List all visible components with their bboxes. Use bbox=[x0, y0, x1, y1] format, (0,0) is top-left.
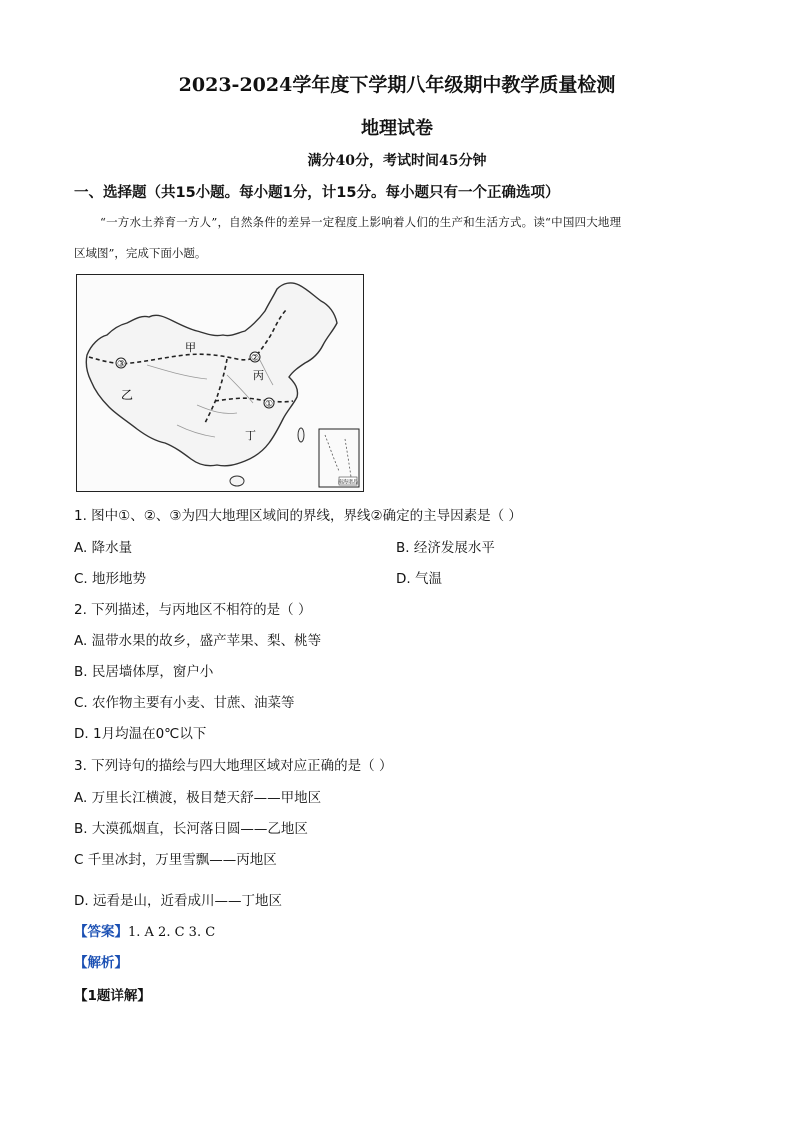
question-1-option-c: C. 地形地势 bbox=[74, 571, 147, 587]
region-label-bing: 丙 bbox=[253, 369, 264, 382]
analysis-tag: 【解析】 bbox=[74, 955, 128, 971]
question-2-stem: 2. 下列描述，与丙地区不相符的是（ ） bbox=[74, 602, 312, 618]
question-3-option-d: D. 远看是山，近看成川——丁地区 bbox=[74, 893, 282, 909]
hainan-island bbox=[230, 476, 244, 486]
china-map-drawing bbox=[77, 275, 364, 492]
taiwan-island bbox=[298, 428, 304, 442]
question-3-option-b: B. 大漠孤烟直，长河落日圆——乙地区 bbox=[74, 821, 308, 837]
question-1-option-d: D. 气温 bbox=[396, 571, 442, 587]
intro-text-line-1: “一方水土养育一方人”，自然条件的差异一定程度上影响着人们的生产和生活方式。读“中国四大地理 bbox=[100, 215, 622, 229]
question-2-option-a: A. 温带水果的故乡，盛产苹果、梨、桃等 bbox=[74, 633, 322, 649]
region-label-ding: 丁 bbox=[245, 429, 256, 442]
region-label-jia: 甲 bbox=[185, 341, 196, 354]
question-3-stem: 3. 下列诗句的描绘与四大地理区域对应正确的是（ ） bbox=[74, 758, 393, 774]
exam-title: 2023-2024学年度下学期八年级期中教学质量检测 bbox=[178, 74, 616, 96]
section-heading: 一、选择题（共15小题。每小题1分，计15分。每小题只有一个正确选项） bbox=[74, 185, 560, 201]
intro-text-line-2: 区域图”，完成下面小题。 bbox=[74, 246, 207, 260]
question-1-option-a: A. 降水量 bbox=[74, 540, 133, 556]
question-2-option-b: B. 民居墙体厚，窗户小 bbox=[74, 664, 214, 680]
question-1-option-b: B. 经济发展水平 bbox=[396, 540, 495, 556]
exam-subject: 地理试卷 bbox=[361, 118, 433, 139]
answer-values: 1. A 2. C 3. C bbox=[128, 925, 216, 940]
answer-tag: 【答案】 bbox=[74, 924, 128, 940]
question-2-option-c: C. 农作物主要有小麦、甘蔗、油菜等 bbox=[74, 695, 295, 711]
question-3-option-c: C 千里冰封，万里雪飘——丙地区 bbox=[74, 852, 277, 868]
detail-heading: 【1题详解】 bbox=[74, 988, 151, 1004]
marker-1-label: ① bbox=[264, 399, 274, 410]
marker-3-label: ③ bbox=[116, 359, 126, 370]
region-label-yi: 乙 bbox=[121, 388, 134, 402]
answer-line bbox=[74, 920, 215, 940]
score-and-time: 满分40分，考试时间45分钟 bbox=[307, 153, 487, 169]
china-regions-map bbox=[76, 274, 364, 492]
marker-2-label: ② bbox=[250, 353, 260, 364]
question-2-option-d: D. 1月均温在0℃以下 bbox=[74, 726, 207, 742]
question-1-stem: 1. 图中①、②、③为四大地理区域间的界线，界线②确定的主导因素是（ ） bbox=[74, 508, 522, 524]
inset-caption: 南海诸岛 bbox=[337, 479, 359, 486]
question-3-option-a: A. 万里长江横渡，极目楚天舒——甲地区 bbox=[74, 790, 322, 806]
